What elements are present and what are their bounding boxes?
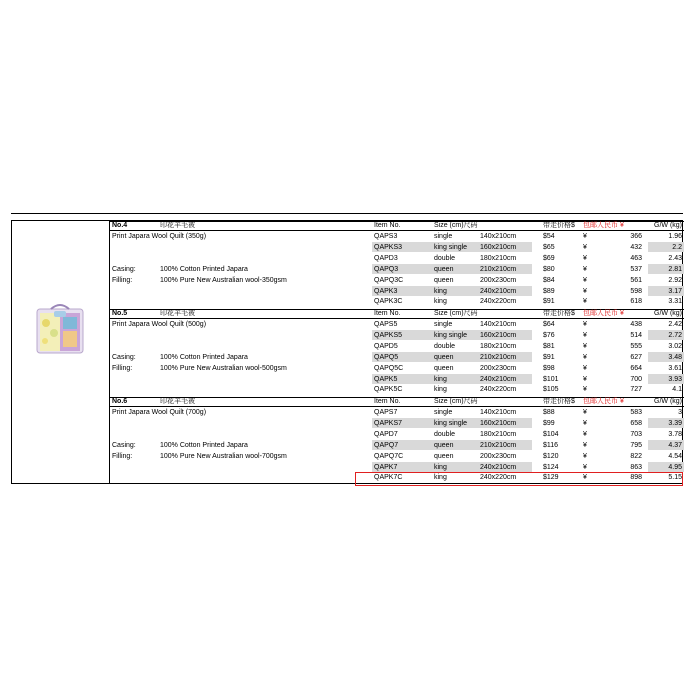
size-dims: 180x210cm: [480, 342, 517, 350]
gross-weight: 2.81: [668, 265, 682, 273]
size-name: king: [434, 463, 447, 471]
product-title: Print Japara Wool Quilt (500g): [112, 321, 207, 328]
size-dims: 180x210cm: [480, 430, 517, 438]
yen-symbol: ¥: [583, 430, 587, 438]
header-item-no: Item No.: [374, 398, 401, 405]
item-number: QAPKS5: [374, 331, 403, 339]
price-rmb: 658: [630, 419, 642, 427]
price-rmb: 618: [630, 298, 642, 306]
section-number: No.6: [112, 398, 128, 405]
yen-symbol: ¥: [583, 353, 587, 361]
price-aud: $84: [543, 276, 555, 284]
gross-weight: 3.39: [668, 419, 682, 427]
yen-symbol: ¥: [583, 452, 587, 460]
price-aud: $105: [543, 386, 559, 394]
price-rmb: 863: [630, 463, 642, 471]
header-rmb: 包邮人民币 ¥: [583, 398, 624, 405]
price-aud: $54: [543, 233, 555, 240]
item-number: QAPKS7: [374, 419, 403, 427]
casing-label: Casing:: [112, 265, 136, 273]
header-price: 带走价格$: [543, 310, 575, 317]
price-rmb: 898: [630, 474, 642, 482]
price-rmb: 822: [630, 452, 642, 460]
gross-weight: 3.17: [668, 287, 682, 295]
product-title: Print Japara Wool Quilt (350g): [112, 233, 207, 240]
yen-symbol: ¥: [583, 287, 587, 295]
price-aud: $120: [543, 452, 559, 460]
yen-symbol: ¥: [583, 321, 587, 328]
item-number: QAPQ7: [374, 441, 399, 449]
price-rmb: 664: [630, 364, 642, 372]
header-item-no: Item No.: [374, 222, 401, 229]
price-aud: $116: [543, 441, 559, 449]
price-rmb: 555: [630, 342, 642, 350]
casing-value: 100% Cotton Printed Japara: [160, 265, 248, 273]
size-name: queen: [434, 276, 454, 284]
size-name: double: [434, 342, 456, 350]
size-dims: 140x210cm: [480, 321, 517, 328]
gross-weight: 3.78: [668, 430, 682, 438]
yen-symbol: ¥: [583, 364, 587, 372]
price-rmb: 598: [630, 287, 642, 295]
price-rmb: 463: [630, 254, 642, 262]
yen-symbol: ¥: [583, 419, 587, 427]
price-aud: $80: [543, 265, 555, 273]
yen-symbol: ¥: [583, 331, 587, 339]
price-aud: $64: [543, 321, 555, 328]
item-number: QAPD5: [374, 342, 398, 350]
gross-weight: 3.93: [668, 375, 682, 383]
gross-weight: 4.95: [668, 463, 682, 471]
size-dims: 240x210cm: [480, 287, 517, 295]
yen-symbol: ¥: [583, 463, 587, 471]
gross-weight: 2.72: [668, 331, 682, 339]
yen-symbol: ¥: [583, 233, 587, 240]
size-name: king: [434, 298, 447, 306]
size-dims: 210x210cm: [480, 441, 517, 449]
size-dims: 160x210cm: [480, 243, 517, 251]
price-rmb: 627: [630, 353, 642, 361]
size-dims: 140x210cm: [480, 233, 517, 240]
gross-weight: 2.42: [668, 321, 682, 328]
header-rmb: 包邮人民币 ¥: [583, 222, 624, 229]
item-number: QAPS5: [374, 321, 398, 328]
yen-symbol: ¥: [583, 243, 587, 251]
price-rmb: 537: [630, 265, 642, 273]
header-size: Size (cm)尺码: [434, 398, 478, 405]
price-aud: $65: [543, 243, 555, 251]
section-cn-title: 印花羊毛被: [160, 222, 195, 229]
gross-weight: 3: [678, 409, 682, 416]
casing-label: Casing:: [112, 353, 136, 361]
price-aud: $91: [543, 353, 555, 361]
size-name: king: [434, 287, 447, 295]
item-number: QAPD7: [374, 430, 398, 438]
size-dims: 240x220cm: [480, 298, 517, 306]
item-number: QAPK3C: [374, 298, 403, 306]
section-number: No.4: [112, 222, 128, 229]
header-price: 带走价格$: [543, 222, 575, 229]
price-rmb: 514: [630, 331, 642, 339]
price-aud: $101: [543, 375, 559, 383]
filling-label: Filling:: [112, 276, 133, 284]
gross-weight: 3.61: [668, 364, 682, 372]
casing-label: Casing:: [112, 441, 136, 449]
size-dims: 240x220cm: [480, 474, 517, 482]
size-name: queen: [434, 452, 454, 460]
size-name: king: [434, 386, 447, 394]
size-dims: 180x210cm: [480, 254, 517, 262]
yen-symbol: ¥: [583, 298, 587, 306]
item-number: QAPK5C: [374, 386, 403, 394]
item-number: QAPQ7C: [374, 452, 404, 460]
yen-symbol: ¥: [583, 254, 587, 262]
price-aud: $98: [543, 364, 555, 372]
price-rmb: 795: [630, 441, 642, 449]
size-name: single: [434, 409, 453, 416]
size-dims: 200x230cm: [480, 276, 517, 284]
highlight-box: [355, 472, 683, 486]
header-item-no: Item No.: [374, 310, 401, 317]
quilt-package-image: [34, 301, 86, 356]
price-aud: $91: [543, 298, 555, 306]
header-price: 带走价格$: [543, 398, 575, 405]
casing-value: 100% Cotton Printed Japara: [160, 353, 248, 361]
price-aud: $69: [543, 254, 555, 262]
size-name: queen: [434, 265, 454, 273]
gross-weight: 4.1: [672, 386, 682, 394]
size-dims: 160x210cm: [480, 419, 517, 427]
yen-symbol: ¥: [583, 375, 587, 383]
price-rmb: 561: [630, 276, 642, 284]
size-dims: 210x210cm: [480, 265, 517, 273]
yen-symbol: ¥: [583, 441, 587, 449]
header-size: Size (cm)尺码: [434, 310, 478, 317]
size-dims: 240x220cm: [480, 386, 517, 394]
yen-symbol: ¥: [583, 386, 587, 394]
item-number: QAPS3: [374, 233, 398, 240]
price-rmb: 366: [630, 233, 642, 240]
size-name: king: [434, 474, 447, 482]
price-aud: $81: [543, 342, 555, 350]
size-name: queen: [434, 353, 454, 361]
size-name: king single: [434, 331, 468, 339]
quilt-section: [110, 309, 684, 397]
top-rule: [11, 213, 683, 214]
size-name: king single: [434, 243, 468, 251]
size-dims: 240x210cm: [480, 375, 517, 383]
gross-weight: 4.37: [668, 441, 682, 449]
yen-symbol: ¥: [583, 265, 587, 273]
size-name: double: [434, 254, 456, 262]
price-aud: $129: [543, 474, 559, 482]
item-number: QAPQ5: [374, 353, 399, 361]
gross-weight: 3.02: [668, 342, 682, 350]
gross-weight: 1.96: [668, 233, 682, 240]
price-sheet: [11, 220, 683, 484]
size-dims: 240x210cm: [480, 463, 517, 471]
item-number: QAPD3: [374, 254, 398, 262]
product-title: Print Japara Wool Quilt (700g): [112, 409, 207, 416]
section-cn-title: 印花羊毛被: [160, 398, 195, 405]
header-gw: G/W (kg): [654, 398, 682, 405]
yen-symbol: ¥: [583, 342, 587, 350]
gross-weight: 5.15: [668, 474, 682, 482]
price-aud: $104: [543, 430, 559, 438]
filling-value: 100% Pure New Australian wool-700gsm: [160, 452, 287, 460]
size-dims: 200x230cm: [480, 364, 517, 372]
item-number: QAPS7: [374, 409, 398, 416]
gross-weight: 2.2: [672, 243, 682, 251]
casing-value: 100% Cotton Printed Japara: [160, 441, 248, 449]
item-number: QAPQ3: [374, 265, 399, 273]
gross-weight: 4.54: [668, 452, 682, 460]
product-image-column: [12, 221, 110, 483]
item-number: QAPK7: [374, 463, 398, 471]
size-dims: 140x210cm: [480, 409, 517, 416]
item-number: QAPKS3: [374, 243, 403, 251]
header-gw: G/W (kg): [654, 310, 682, 317]
yen-symbol: ¥: [583, 409, 587, 416]
section-cn-title: 印花羊毛被: [160, 310, 195, 317]
price-rmb: 438: [630, 321, 642, 328]
size-name: queen: [434, 441, 454, 449]
filling-label: Filling:: [112, 452, 133, 460]
size-dims: 210x210cm: [480, 353, 517, 361]
size-name: queen: [434, 364, 454, 372]
price-aud: $89: [543, 287, 555, 295]
size-name: king single: [434, 419, 468, 427]
size-name: single: [434, 233, 453, 240]
gross-weight: 2.92: [668, 276, 682, 284]
price-aud: $99: [543, 419, 555, 427]
gross-weight: 2.43: [668, 254, 682, 262]
filling-value: 100% Pure New Australian wool-500gsm: [160, 364, 287, 372]
gross-weight: 3.31: [668, 298, 682, 306]
item-number: QAPQ5C: [374, 364, 404, 372]
size-dims: 200x230cm: [480, 452, 517, 460]
size-name: single: [434, 321, 453, 328]
filling-label: Filling:: [112, 364, 133, 372]
gross-weight: 3.48: [668, 353, 682, 361]
size-name: king: [434, 375, 447, 383]
price-rmb: 703: [630, 430, 642, 438]
size-dims: 160x210cm: [480, 331, 517, 339]
yen-symbol: ¥: [583, 474, 587, 482]
header-gw: G/W (kg): [654, 222, 682, 229]
yen-symbol: ¥: [583, 276, 587, 284]
quilt-section: [110, 221, 684, 309]
price-rmb: 700: [630, 375, 642, 383]
item-number: QAPK3: [374, 287, 398, 295]
filling-value: 100% Pure New Australian wool-350gsm: [160, 276, 287, 284]
header-size: Size (cm)尺码: [434, 222, 478, 229]
price-rmb: 583: [630, 409, 642, 416]
price-aud: $88: [543, 409, 555, 416]
price-rmb: 432: [630, 243, 642, 251]
item-number: QAPQ3C: [374, 276, 404, 284]
price-aud: $124: [543, 463, 559, 471]
price-aud: $76: [543, 331, 555, 339]
size-name: double: [434, 430, 456, 438]
price-rmb: 727: [630, 386, 642, 394]
item-number: QAPK7C: [374, 474, 403, 482]
item-number: QAPK5: [374, 375, 398, 383]
header-rmb: 包邮人民币 ¥: [583, 310, 624, 317]
section-number: No.5: [112, 310, 128, 317]
